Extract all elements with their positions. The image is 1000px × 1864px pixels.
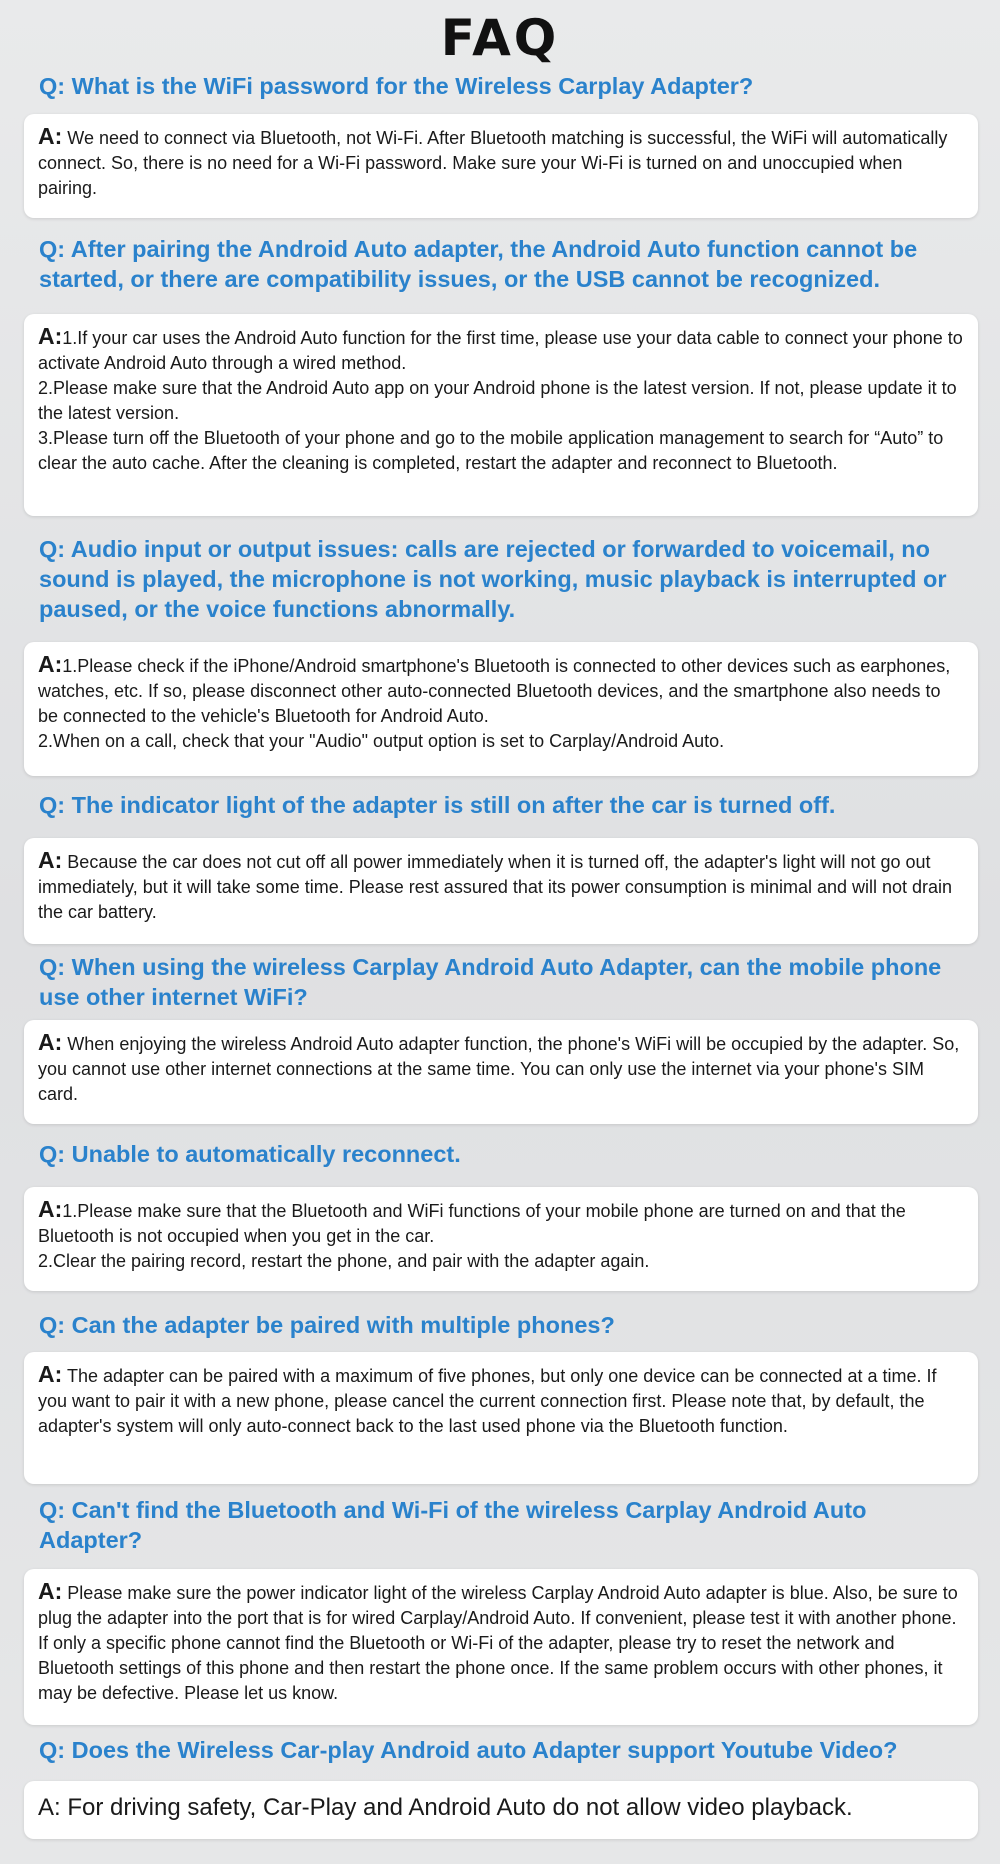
question-text: Q: After pairing the Android Auto adapter, the Android Auto function cannot be started, or there are compatibility issues, or the USB cannot be recognized.: [39, 236, 918, 292]
answer-card: [24, 1352, 978, 1484]
faq-item-other-wifi: [24, 952, 978, 1124]
answer-label: A:: [38, 1361, 63, 1387]
faq-item-audio-issues: [24, 534, 978, 776]
answer-label: A:: [38, 123, 63, 149]
answer-label: A:: [38, 847, 63, 873]
question-text: Q: Can't find the Bluetooth and Wi-Fi of the wireless Carplay Android Auto Adapter?: [39, 1497, 867, 1553]
page-title: FAQ: [440, 9, 560, 67]
answer-text: When enjoying the wireless Android Auto adapter function, the phone's WiFi will be occupied by the adapter. So, you cannot use other internet connections at the same time. You can only use the internet via your phone's SIM card.: [38, 1034, 960, 1104]
question-text: Q: Can the adapter be paired with multiple phones?: [39, 1312, 615, 1338]
answer-card: [24, 1020, 978, 1124]
answer-line-1: 1.If your car uses the Android Auto function for the first time, please use your data cable to connect your phone to activate Android Auto through a wired method.: [38, 328, 963, 373]
answer-text: We need to connect via Bluetooth, not Wi-Fi. After Bluetooth matching is successful, the WiFi will automatically connect. So, there is no need for a Wi-Fi password. Make sure your Wi-Fi is turned on and unoccupied when pairing.: [38, 128, 948, 198]
question-text: Q: Unable to automatically reconnect.: [39, 1141, 461, 1167]
faq-item-youtube-video: [24, 1735, 978, 1839]
answer-line-1: 1.Please make sure that the Bluetooth and WiFi functions of your mobile phone are turned on and that the Bluetooth is not occupied when you get in the car.: [38, 1201, 906, 1246]
answer-card: [24, 642, 978, 776]
question-text: Q: When using the wireless Carplay Android Auto Adapter, can the mobile phone use other internet WiFi?: [39, 954, 942, 1010]
answer-line-2: 2.Please make sure that the Android Auto app on your Android phone is the latest version. If not, please update it to the latest version.: [38, 378, 957, 423]
answer-card: [24, 1187, 978, 1291]
answer-line-1: 1.Please check if the iPhone/Android smartphone's Bluetooth is connected to other devices such as earphones, watches, etc. If so, please disconnect other auto-connected Bluetooth devices, and the smartphone also needs to be connected to the vehicle's Bluetooth for Android Auto.: [38, 656, 951, 726]
answer-card: [24, 1781, 978, 1839]
faq-item-cant-find-bluetooth: [24, 1495, 978, 1725]
answer-card: [24, 1569, 978, 1725]
answer-card: [24, 114, 978, 218]
answer-line-2: 2.Clear the pairing record, restart the phone, and pair with the adapter again.: [38, 1251, 650, 1271]
answer-line-2: 2.When on a call, check that your "Audio" output option is set to Carplay/Android Auto.: [38, 731, 725, 751]
answer-line-3: 3.Please turn off the Bluetooth of your phone and go to the mobile application management to search for “Auto” to clear the auto cache. After the cleaning is completed, restart the adapter and reconnect to Bluetooth.: [38, 428, 944, 473]
answer-text: Please make sure the power indicator light of the wireless Carplay Android Auto adapter is blue. Also, be sure to plug the adapter into the port that is for wired Carplay/Android Auto. If convenient, please test it with another phone. If only a specific phone cannot find the Bluetooth or Wi-Fi of the adapter, please try to reset the network and Bluetooth settings of this phone and then restart the phone once. If the same problem occurs with other phones, it may be defective. Please let us know.: [38, 1583, 958, 1703]
answer-text: A: For driving safety, Car-Play and Android Auto do not allow video playback.: [38, 1794, 853, 1821]
answer-label: A:: [38, 1196, 63, 1222]
answer-label: A:: [38, 651, 63, 677]
answer-label: A:: [38, 1029, 63, 1055]
question-text: Q: What is the WiFi password for the Wireless Carplay Adapter?: [39, 73, 754, 99]
answer-label: A:: [38, 323, 63, 349]
answer-text: Because the car does not cut off all power immediately when it is turned off, the adapter's light will not go out immediately, but it will take some time. Please rest assured that its power consumption is minimal and will not drain the car battery.: [38, 852, 953, 922]
answer-card: [24, 314, 978, 516]
faq-item-indicator-light: [24, 790, 978, 944]
question-text: Q: Does the Wireless Car-play Android auto Adapter support Youtube Video?: [39, 1737, 898, 1763]
faq-item-android-auto-start: [24, 234, 978, 516]
answer-text: The adapter can be paired with a maximum of five phones, but only one device can be connected at a time. If you want to pair it with a new phone, please cancel the current connection first. Please note that, by default, the adapter's system will only auto-connect back to the last used phone via the Bluetooth function.: [38, 1366, 937, 1436]
answer-label: A:: [38, 1578, 63, 1604]
faq-item-reconnect: [24, 1139, 978, 1291]
question-text: Q: The indicator light of the adapter is still on after the car is turned off.: [39, 792, 836, 818]
question-text: Q: Audio input or output issues: calls are rejected or forwarded to voicemail, no sound is played, the microphone is not working, music playback is interrupted or paused, or the voice functions abnormally.: [39, 536, 947, 622]
faq-item-wifi-password: [24, 68, 978, 218]
faq-item-multiple-phones: [24, 1310, 978, 1484]
answer-card: [24, 838, 978, 944]
